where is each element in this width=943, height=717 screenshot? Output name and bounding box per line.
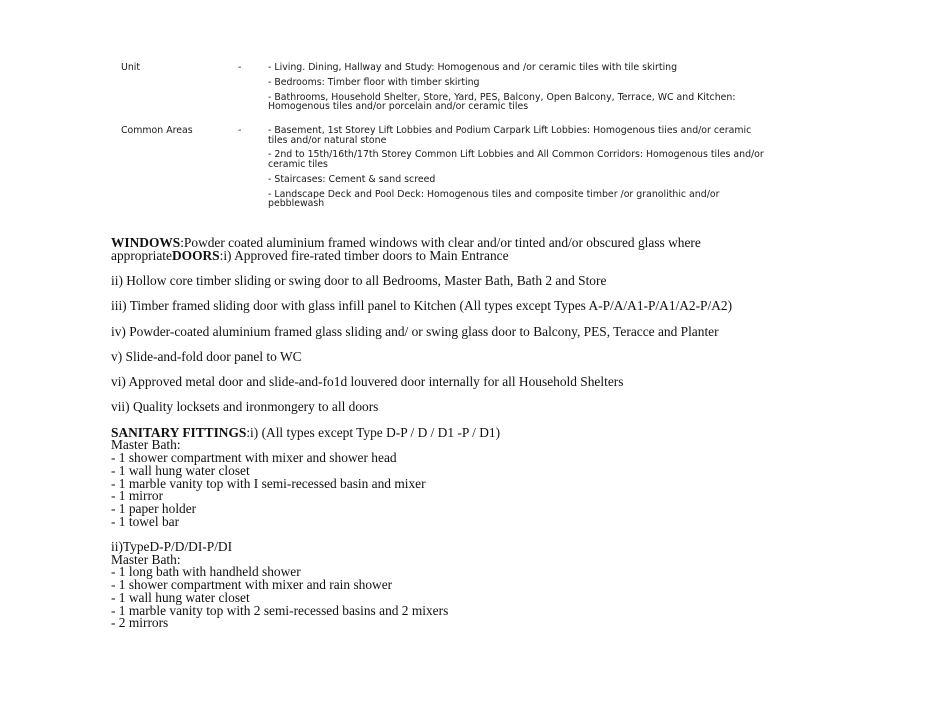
fitting-item: - 1 shower compartment with mixer and shower head [111,450,397,466]
finish-item: - Bathrooms, Household Shelter, Store, Yard, PES, Balcony, Open Balcony, Terrace, WC and Kitchen: Homogenous tiles and/or porcelain and/or ceramic tiles [268,91,736,113]
sanitary-group-2 [111,541,871,630]
door-item: iv) Powder-coated aluminium framed glass sliding and/ or swing glass door to Balcony, PES, Teracce and Planter [111,323,719,339]
finish-item: - Bedrooms: Timber floor with timber skirting [268,76,480,88]
spec-body [111,237,871,643]
doors-first-item: :i) Approved fire-rated timber doors to Main Entrance [219,247,509,263]
sanitary-first-title: :i) (All types except Type D-P / D / D1 -P / D1) [246,424,501,440]
row-label: Common Areas [121,124,193,136]
finish-item: - Staircases: Cement & sand screed [268,173,436,185]
group-title: ii)TypeD-P/D/DI-P/DI [111,539,233,554]
finish-item: - Landscape Deck and Pool Deck: Homogenous tiles and composite timber /or granolithic and/or pebblewash [268,188,720,210]
fitting-item: - 2 mirrors [111,615,169,631]
windows-doors-paragraph [111,237,771,262]
finish-item: - Living. Dining, Hallway and Study: Homogenous and /or ceramic tiles with tile skirting [268,62,678,73]
fitting-item: - 1 marble vanity top with I semi-recessed basin and mixer [111,475,426,491]
door-item: ii) Hollow core timber sliding or swing door to all Bedrooms, Master Bath, Bath 2 and Store [111,273,607,288]
row-label: Unit [121,62,141,73]
windows-heading: WINDOWS [111,235,181,250]
fitting-item: - 1 wall hung water closet [111,589,250,605]
row-items [268,63,781,112]
finishes-table [121,63,781,218]
finish-item: - Basement, 1st Storey Lift Lobbies and Podium Carpark Lift Lobbies: Homogenous tiies and/or ceramic tiles and/or natural stone [268,124,752,146]
door-item: vi) Approved metal door and slide-and-fo1d louvered door internally for all Household Shelters [111,374,624,390]
row-items [268,126,781,209]
fitting-item: - 1 paper holder [111,501,197,516]
finish-item: - 2nd to 15th/16th/17th Storey Common Lift Lobbies and All Common Corridors: Homogenous tiles and/or ceramic tiles [268,149,764,171]
door-item: iii) Timber framed sliding door with glass infill panel to Kitchen (All types except Types A-P/A/A1-P/A1/A2-P/A2) [111,298,733,314]
sanitary-heading: SANITARY FITTINGS [111,424,247,440]
fitting-item: - 1 wall hung water closet [111,462,250,478]
sanitary-group-1 [111,424,871,529]
fitting-item: - 1 shower compartment with mixer and rain shower [111,577,393,593]
door-item: v) Slide-and-fold door panel to WC [111,348,302,364]
group-subtitle: Master Bath: [111,551,181,567]
finishes-row-common-areas [121,126,781,209]
finishes-row-unit [121,63,781,112]
group-subtitle: Master Bath: [111,437,181,453]
door-item: vii) Quality locksets and ironmongery to all doors [111,399,379,415]
fitting-item: - 1 towel bar [111,513,180,529]
fitting-item: - 1 mirror [111,488,164,504]
sanitary-title [111,424,871,440]
windows-text: :Powder coated aluminium framed windows with clear and/or tinted and/or obscured glass where appropriate [111,235,701,263]
doors-heading: DOORS [171,247,220,263]
fitting-item: - 1 marble vanity top with 2 semi-recessed basins and 2 mixers [111,602,449,618]
row-dash: - [238,124,242,136]
row-dash: - [238,62,242,73]
fitting-item: - 1 long bath with handheld shower [111,564,301,580]
